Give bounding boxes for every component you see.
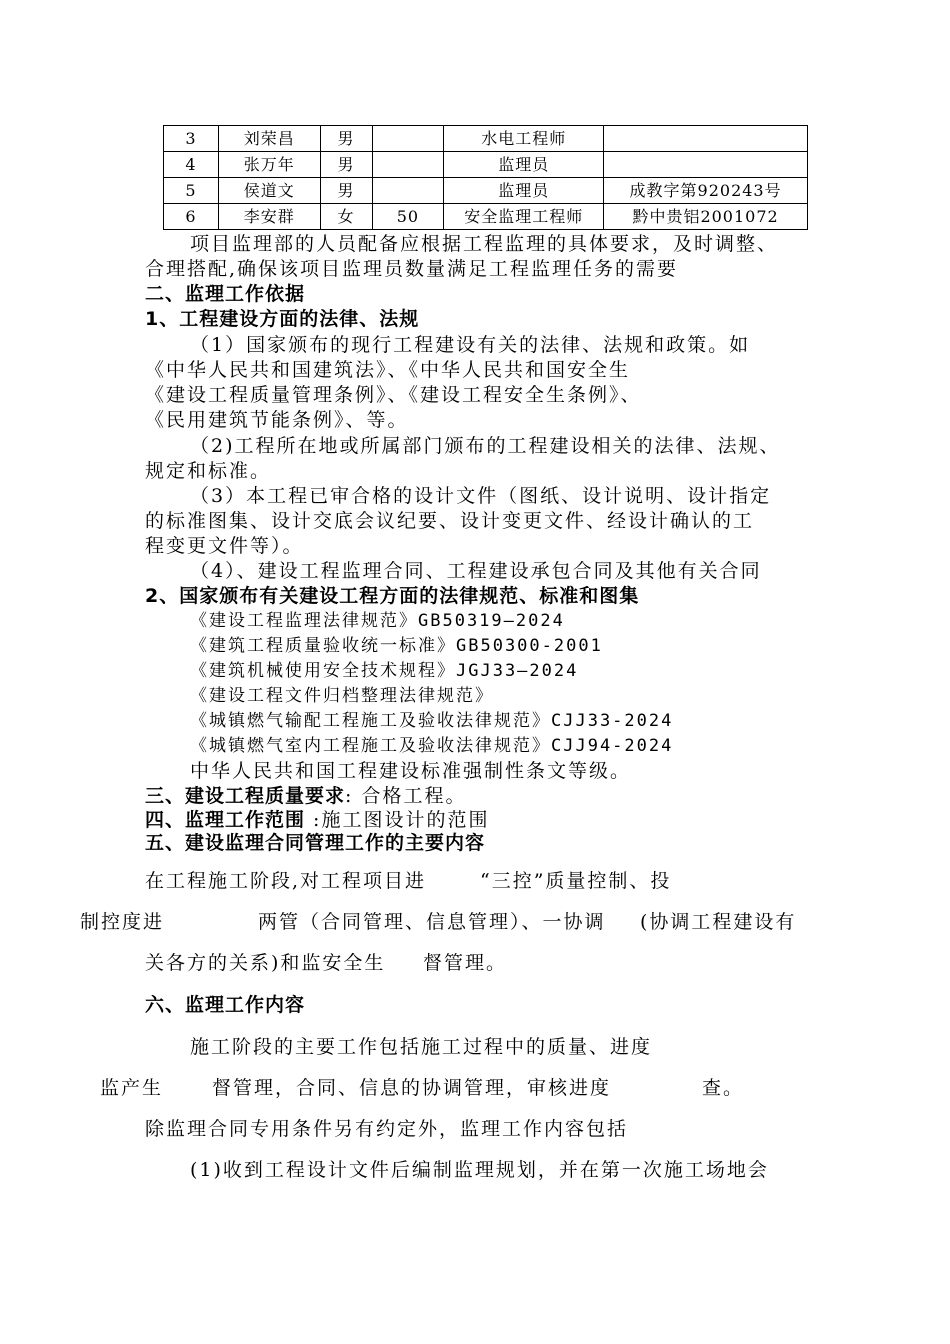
section-heading: 六、监理工作内容 [145,994,306,1016]
paragraph-line: 《建设工程质量管理条例》、《建设工程安全生条例》、 [145,384,642,406]
table-cell: 6 [164,204,219,230]
paragraph-line: 施工阶段的主要工作包括施工过程中的质量、进度 [190,1036,653,1058]
paragraph-line: (协调工程建设有 [640,911,797,933]
table-row [164,126,808,152]
standard-item: 《城镇燃气室内工程施工及验收法律规范》CJJ94-2024 [190,736,674,756]
subsection-heading: 1、工程建设方面的法律、法规 [145,308,420,330]
paragraph-line: 的标准图集、设计交底会议纪要、设计变更文件、经设计确认的工 [145,510,755,532]
table-cell: 监理员 [444,152,604,178]
table-cell: 5 [164,178,219,204]
paragraph-line: (1)收到工程设计文件后编制监理规划，并在第一次施工场地会 [190,1159,769,1181]
paragraph-line: 项目监理部的人员配备应根据工程监理的具体要求，及时调整、 [190,233,779,255]
table-cell: 刘荣昌 [218,126,320,152]
standard-item: 《建设工程文件归档整理法律规范》 [190,686,494,706]
table-cell [372,152,444,178]
staff-table [163,125,808,230]
paragraph-line: 《民用建筑节能条例》、等。 [145,409,409,431]
table-cell: 张万年 [218,152,320,178]
paragraph-line: 查。 [702,1077,745,1099]
subsection-heading: 2、国家颁布有关建设工程方面的法律规范、标准和图集 [145,585,640,607]
paragraph-line: （4）、建设工程监理合同、工程建设承包合同及其他有关合同 [190,560,762,582]
table-cell: 男 [320,126,372,152]
section-heading: 二、监理工作依据 [145,283,306,305]
paragraph-line: （3）本工程已审合格的设计文件（图纸、设计说明、设计指定 [190,485,772,507]
paragraph-line: （2)工程所在地或所属部门颁布的工程建设相关的法律、法规、 [190,435,781,457]
table-cell [604,126,808,152]
paragraph-line: 除监理合同专用条件另有约定外，监理工作内容包括 [145,1118,629,1140]
table-row [164,152,808,178]
table-cell: 4 [164,152,219,178]
table-row [164,178,808,204]
section-heading: 五、建设监理合同管理工作的主要内容 [145,832,486,854]
section-heading: 四、监理工作范围 [145,809,306,831]
table-cell: 成教字第920243号 [604,178,808,204]
table-cell: 女 [320,204,372,230]
paragraph-line: 督管理，合同、信息的协调管理，审核进度 [212,1077,612,1099]
table-cell: 男 [320,178,372,204]
standard-item: 《城镇燃气输配工程施工及验收法律规范》CJJ33-2024 [190,711,674,731]
table-cell: 男 [320,152,372,178]
paragraph-line: 规定和标准。 [145,460,272,482]
paragraph-line: 程变更文件等）。 [145,535,304,557]
table-cell: 3 [164,126,219,152]
paragraph-line: 督管理。 [423,952,508,974]
table-cell: 监理员 [444,178,604,204]
paragraph-line: 《中华人民共和国建筑法》、《中华人民共和国安全生 [145,359,631,381]
paragraph-line: 关各方的关系)和监安全生 [145,952,386,974]
table-row [164,204,808,230]
paragraph-line: 合理搭配,确保该项目监理员数量满足工程监理任务的需要 [145,258,679,280]
standard-item: 《建设工程监理法律规范》GB50319—2024 [190,611,565,631]
table-cell: 水电工程师 [444,126,604,152]
table-cell: 侯道文 [218,178,320,204]
standard-item: 《建筑工程质量验收统一标准》GB50300-2001 [190,636,603,656]
standard-item: 《建筑机械使用安全技术规程》JGJ33—2024 [190,661,579,681]
table-cell [372,126,444,152]
section-text: : 合格工程。 [345,785,467,807]
paragraph-line: 中华人民共和国工程建设标准强制性条文等级。 [190,760,632,782]
paragraph-line: 在工程施工阶段,对工程项目进 [145,870,427,892]
paragraph-line: 监产生 [100,1077,164,1099]
paragraph-line: “三控”质量控制、投 [480,870,672,892]
paragraph-line: 制控度进 [80,911,165,933]
table-cell: 安全监理工程师 [444,204,604,230]
section-heading: 三、建设工程质量要求 [145,785,346,807]
table-cell [604,152,808,178]
paragraph-line: 两管（合同管理、信息管理）、一协调 [258,911,606,933]
section-text: :施工图设计的范围 [305,809,490,831]
section-heading-scope [145,808,489,832]
table-cell: 李安群 [218,204,320,230]
section-heading-quality [145,784,466,808]
table-cell [372,178,444,204]
table-cell: 黔中贵铝2001072 [604,204,808,230]
paragraph-line: （1）国家颁布的现行工程建设有关的法律、法规和政策。如 [190,334,751,356]
table-cell: 50 [372,204,444,230]
